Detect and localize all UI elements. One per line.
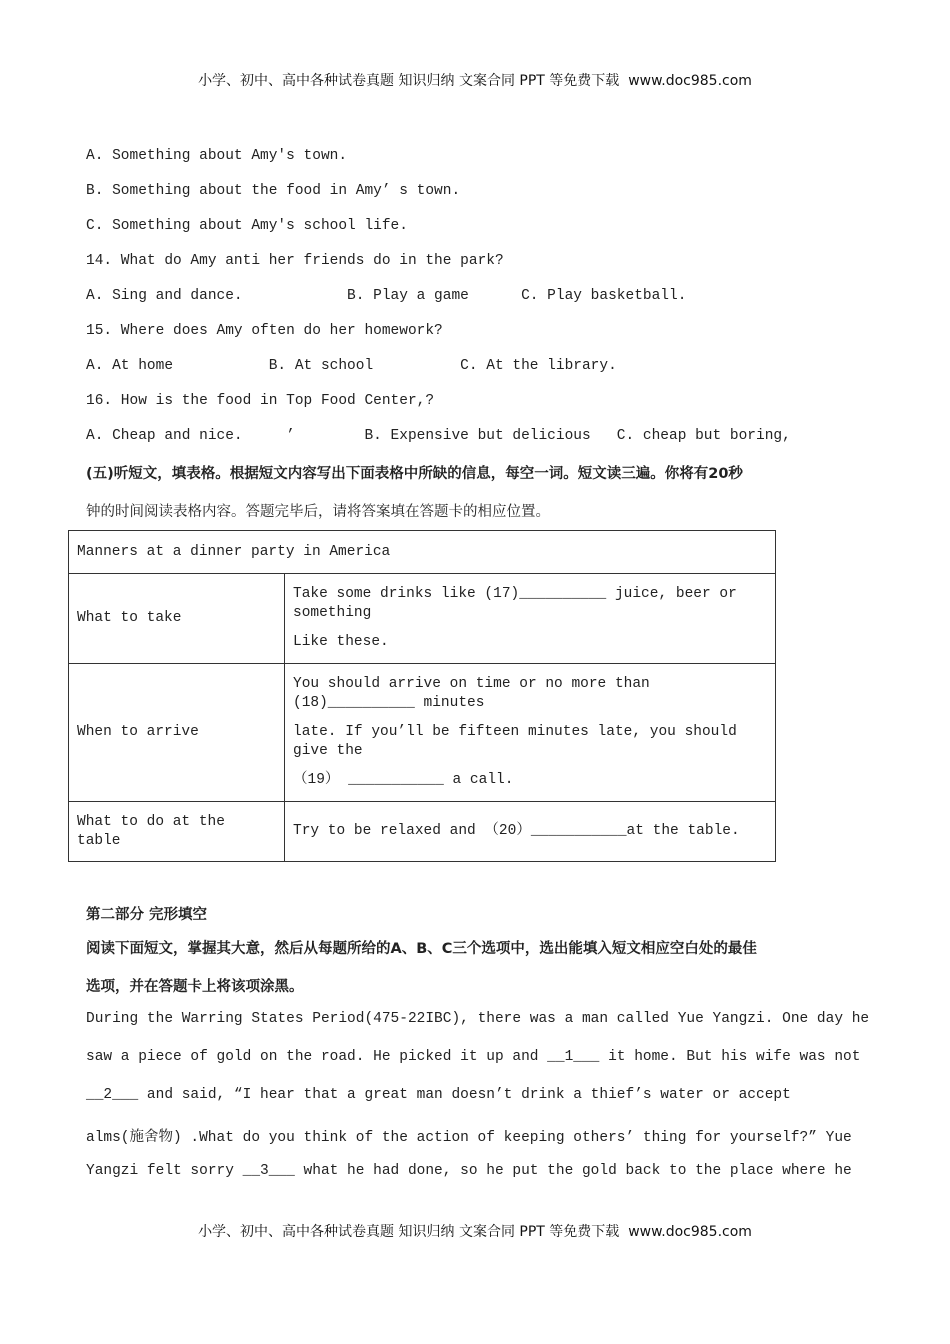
row-label: When to arrive [69, 664, 285, 802]
part2-title: 第二部分 完形填空 [86, 907, 208, 923]
table-row [69, 574, 776, 664]
passage-line: saw a piece of gold on the road. He picked it up and __1___ it home. But his wife was not [86, 1049, 861, 1065]
section5-instruction: (五)听短文，填表格。根据短文内容写出下面表格中所缺的信息，每空一词。短文读三遍。你将有20秒 [86, 466, 743, 482]
option-line: C. Something about Amy's school life. [86, 218, 408, 234]
row-label: What to take [69, 574, 285, 664]
cell-line: （19） ___________ a call. [293, 772, 514, 788]
passage-line: alms(施舍物) .What do you think of the action of keeping others’ thing for yourself?” Yue [86, 1130, 852, 1146]
question-14: 14. What do Amy anti her friends do in the park? [86, 253, 504, 269]
option-line: A. Sing and dance. B. Play a game C. Play basketball. [86, 288, 687, 304]
option-line: A. Something about Amy's town. [86, 148, 348, 164]
part2-instruction: 阅读下面短文，掌握其大意，然后从每题所给的A、B、C三个选项中，选出能填入短文相应空白处的最佳 [86, 941, 757, 957]
part2-instruction-cont: 选项，并在答题卡上将该项涂黑。 [86, 979, 304, 995]
table-title: Manners at a dinner party in America [69, 531, 776, 574]
question-15: 15. Where does Amy often do her homework? [86, 323, 443, 339]
option-line: B. Something about the food in Amy’ s town. [86, 183, 461, 199]
table-row [69, 802, 776, 862]
passage-line: During the Warring States Period(475-22IBC), there was a man called Yue Yangzi. One day he [86, 1011, 870, 1027]
cell-line: Like these. [293, 634, 389, 650]
passage-line: Yangzi felt sorry __3___ what he had done, so he put the gold back to the place where he [86, 1163, 852, 1179]
manners-table [68, 530, 776, 862]
section5-instruction-cont: 钟的时间阅读表格内容。答题完毕后，请将答案填在答题卡的相应位置。 [86, 504, 550, 520]
cell-line: You should arrive on time or no more than (18)__________ minutes [293, 676, 650, 711]
option-line: A. Cheap and nice. ’ B. Expensive but delicious C. cheap but boring, [86, 428, 791, 444]
option-line: A. At home B. At school C. At the library. [86, 358, 617, 374]
table-row [69, 664, 776, 802]
passage-line: __2___ and said, “I hear that a great man doesn’t drink a thief’s water or accept [86, 1087, 791, 1103]
cell-line: Try to be relaxed and （20）___________at the table. [285, 802, 776, 862]
cell-line: late. If you’ll be fifteen minutes late, you should give the [293, 724, 737, 759]
page-footer: 小学、初中、高中各种试卷真题 知识归纳 文案合同 PPT 等免费下载 www.doc985.com [198, 1224, 752, 1240]
page-header: 小学、初中、高中各种试卷真题 知识归纳 文案合同 PPT 等免费下载 www.doc985.com [198, 73, 752, 89]
cell-line: Take some drinks like (17)__________ juice, beer or something [293, 586, 737, 621]
question-16: 16. How is the food in Top Food Center,? [86, 393, 435, 409]
row-label: What to do at the table [69, 802, 285, 862]
